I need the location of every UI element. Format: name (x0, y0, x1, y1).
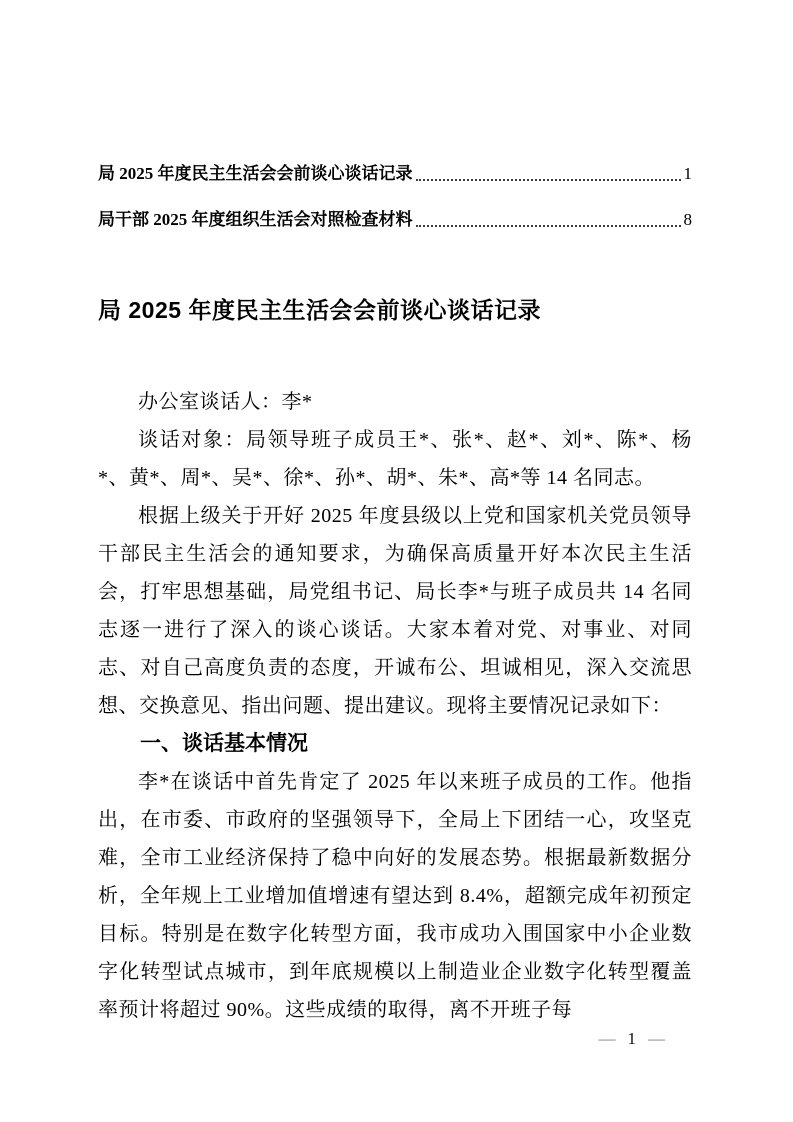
toc-entry-title: 局 2025 年度民主生活会会前谈心谈话记录 (98, 164, 413, 183)
document-title: 局 2025 年度民主生活会会前谈心谈话记录 (98, 297, 541, 323)
toc-entry-democratic-life-meeting[interactable] (98, 163, 692, 185)
footer-dash-right: — (648, 1029, 665, 1048)
toc-entry-title: 局干部 2025 年度组织生活会对照检查材料 (98, 210, 413, 229)
toc-dot-leader (416, 179, 681, 181)
toc-entry-org-life-meeting[interactable] (98, 209, 692, 231)
paragraph-background: 根据上级关于开好 2025 年度县级以上党和国家机关党员领导干部民主生活会的通知要求，为确保高质量开好本次民主生活会，打牢思想基础，局党组书记、局长李*与班子成员共 14 名同志逐一进行了深入的谈心谈话。大家本着对党、对事业、对同志、对自己高度负责的态度，开诚布公、坦诚相见，深入交流思想、交换意见、指出问题、提出建议。现将主要情况记录如下： (98, 505, 692, 717)
footer-dash-left: — (598, 1029, 616, 1048)
paragraph-talk-summary: 李*在谈话中首先肯定了 2025 年以来班子成员的工作。他指出，在市委、市政府的坚强领导下，全局上下团结一心，攻坚克难，全市工业经济保持了稳中向好的发展态势。根据最新数据分析，全年规上工业增加值增速有望达到 8.4%，超额完成年初预定目标。特别是在数字化转型方面，我市成功入围国家中小企业数字化转型试点城市，到年底规模以上制造业企业数字化转型覆盖率预计将超过 90%。这些成绩的取得，离不开班子每 (98, 771, 692, 1021)
paragraph-interviewer: 办公室谈话人：李* (138, 391, 313, 413)
table-of-contents (98, 0, 692, 231)
paragraph-interviewees: 谈话对象：局领导班子成员王*、张*、赵*、刘*、陈*、杨*、黄*、周*、吴*、徐*、孙*、胡*、朱*、高*等 14 名同志。 (98, 429, 692, 489)
section-heading-talk-overview: 一、谈话基本情况 (140, 732, 308, 755)
page-content (98, 0, 692, 1029)
page-footer (599, 1028, 666, 1050)
toc-dot-leader (416, 225, 681, 227)
footer-page-number: 1 (627, 1029, 636, 1048)
toc-page-number: 1 (683, 164, 692, 183)
toc-page-number: 8 (683, 210, 692, 229)
document-body (98, 383, 692, 1029)
